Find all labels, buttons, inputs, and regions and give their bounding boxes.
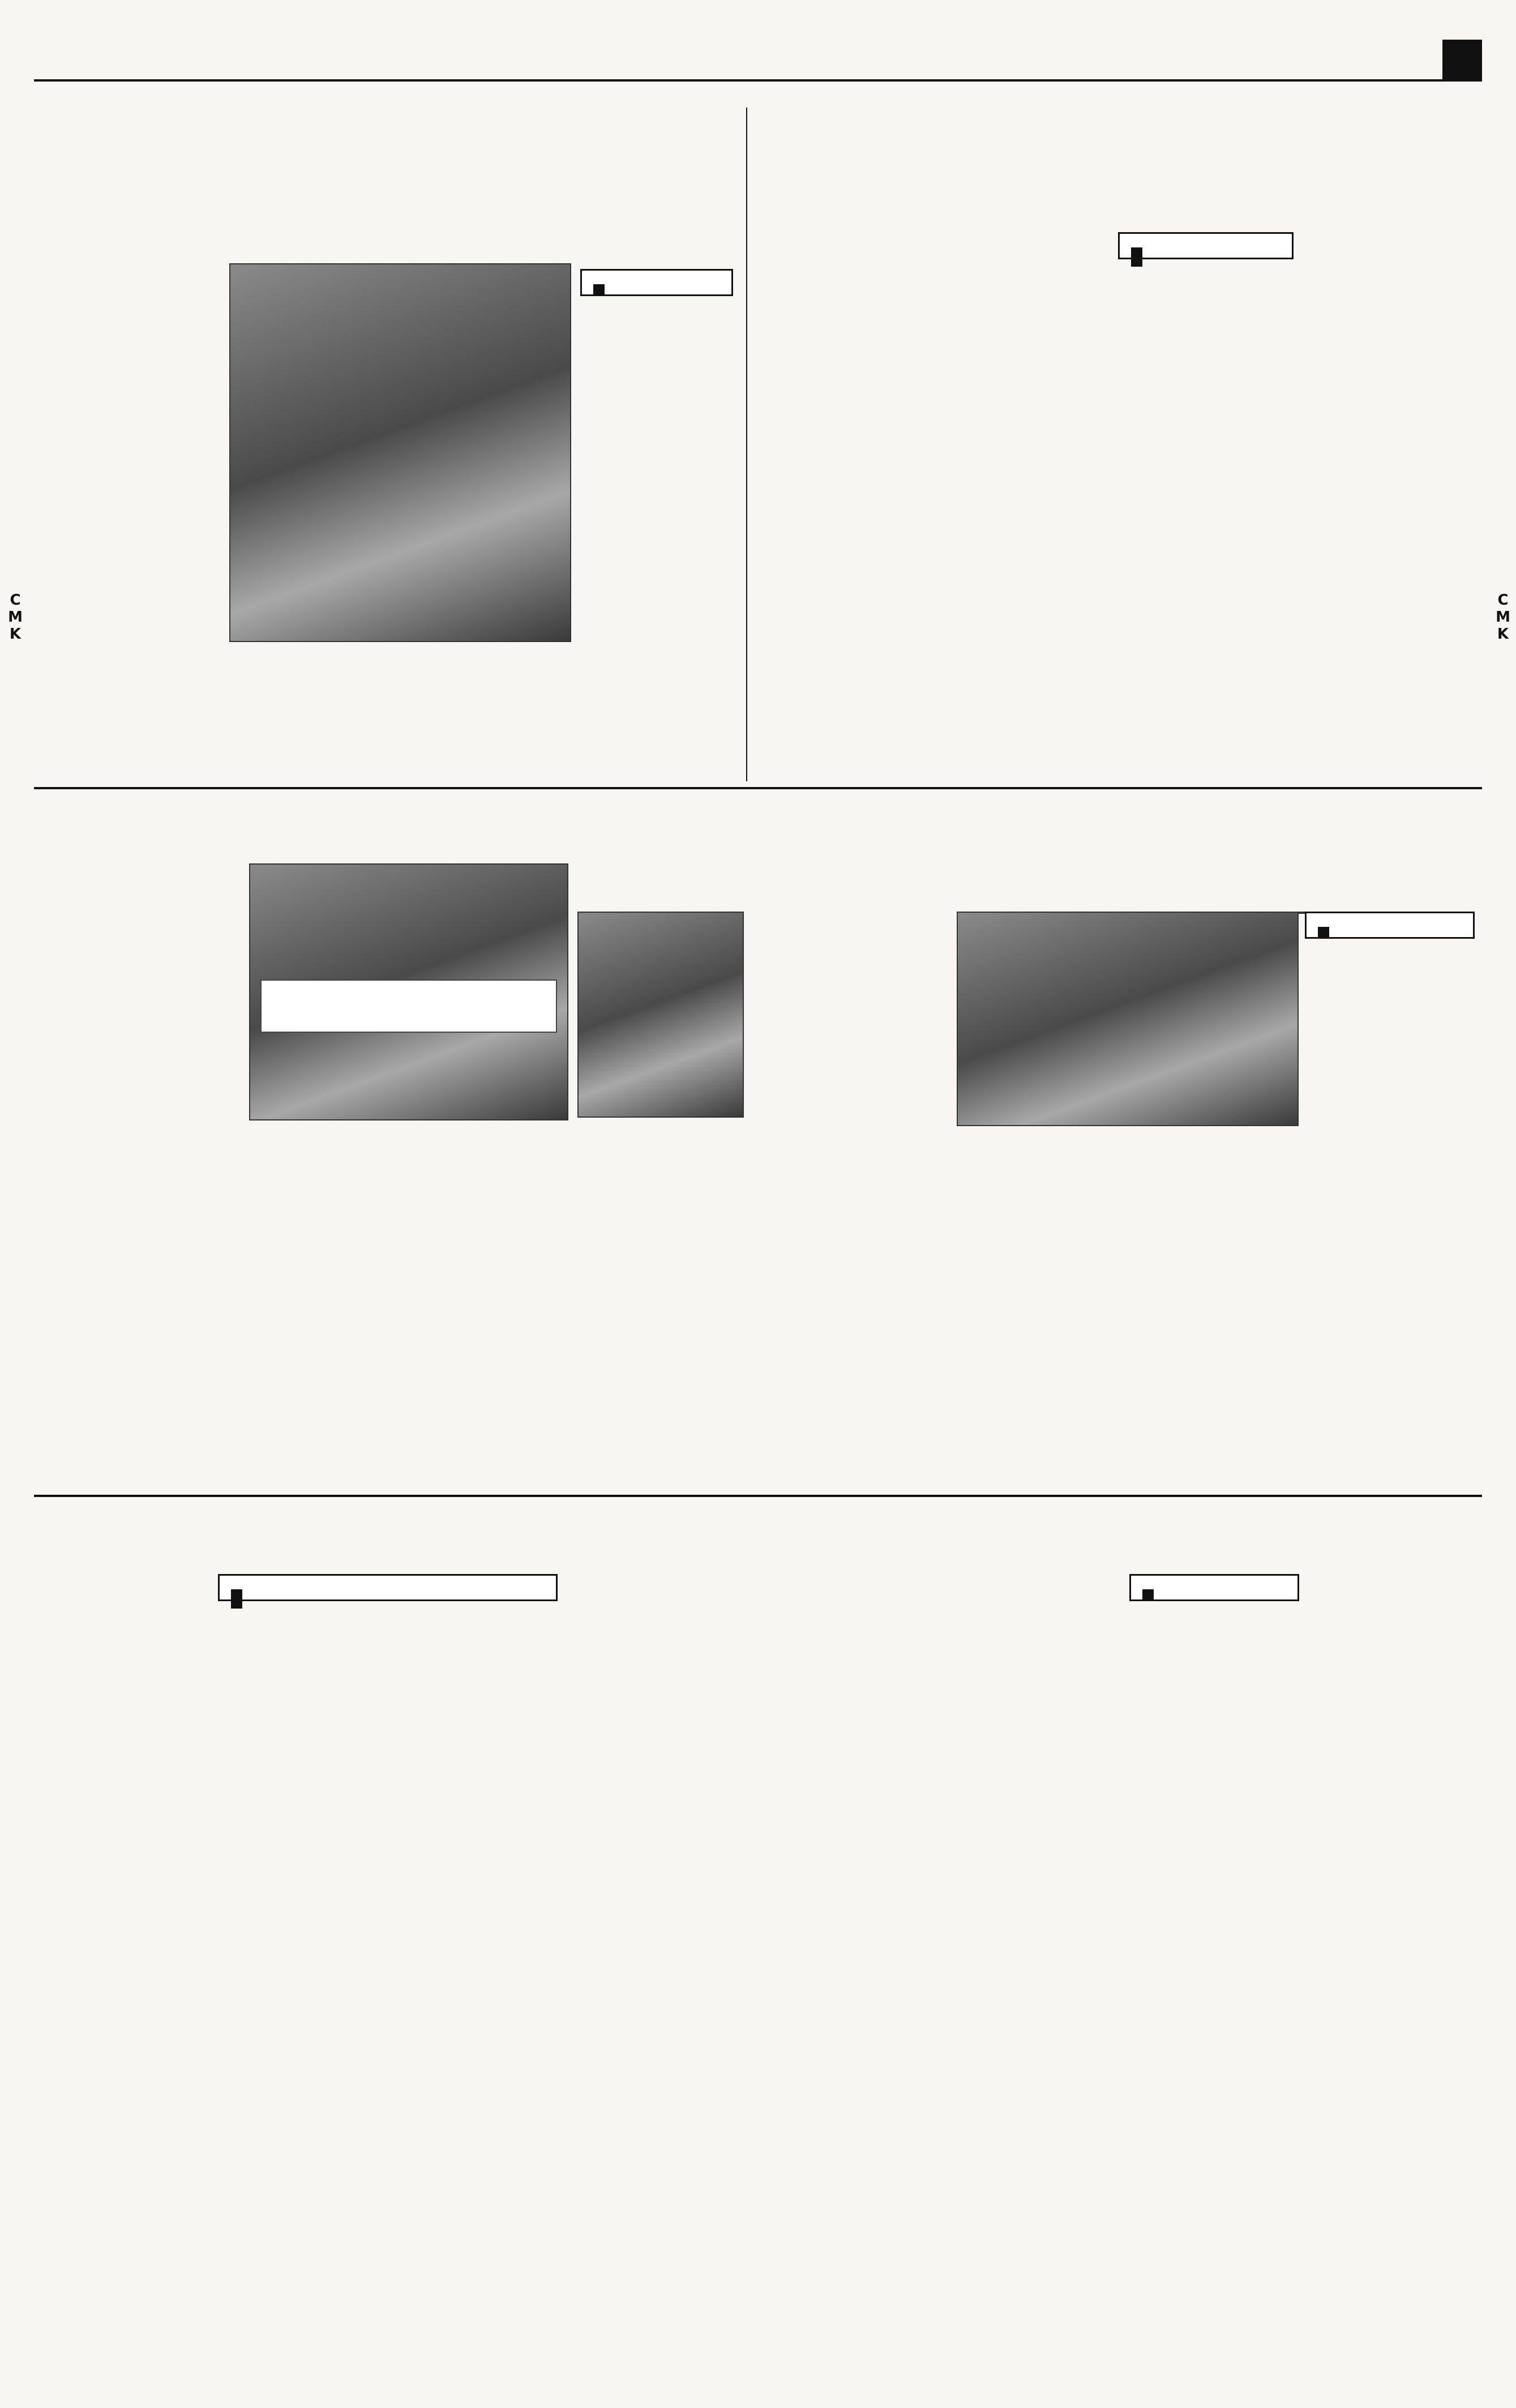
- col-divider: [746, 108, 747, 781]
- highlight-jitendra: [1129, 1574, 1299, 1601]
- article-road-body: [957, 229, 1110, 781]
- article-jalyatra-body2: [249, 1172, 555, 1486]
- row-rule-1: [34, 787, 1482, 789]
- article-jalyatra-body: [40, 863, 238, 1486]
- cmk-mark-right: C M K: [1496, 592, 1510, 643]
- row-rule-2: [34, 1495, 1482, 1497]
- article-toilet-body2: [580, 419, 736, 781]
- highlight-scorpio: [218, 1574, 558, 1601]
- photo-ruby: [577, 912, 744, 1118]
- article-toilet-body: [40, 263, 221, 779]
- highlight-behror: [1305, 912, 1475, 939]
- cmk-mark-left: C M K: [8, 592, 23, 643]
- article-scorpio-body3: [391, 1693, 560, 2001]
- article-scorpio-body2: [218, 1693, 382, 2001]
- article-power-body: [753, 1628, 940, 2001]
- page-header: [34, 40, 1482, 82]
- article-ruby-body: [753, 801, 940, 1486]
- article-jalyatra-body3: [566, 1172, 739, 1486]
- article-jitendra-body3: [1308, 1571, 1478, 2001]
- photo-behror-main: [957, 912, 1299, 1126]
- article-jitendra-body2: [1129, 1750, 1299, 2001]
- article-water-body: [756, 209, 943, 781]
- article-behror-body2: [957, 1175, 1296, 1486]
- page-number: [1442, 40, 1482, 79]
- article-behror-body3: [1305, 988, 1478, 1486]
- article-jitendra-body: [957, 1571, 1121, 2001]
- photo-toilet: [229, 263, 571, 642]
- article-road-body3: [1302, 229, 1480, 781]
- article-scorpio-body: [40, 1571, 209, 2001]
- article-road-body2: [1118, 444, 1294, 781]
- highlight-road: [1118, 232, 1294, 259]
- highlight-toilet: [580, 269, 733, 296]
- jalyatra-banner: [260, 980, 557, 1033]
